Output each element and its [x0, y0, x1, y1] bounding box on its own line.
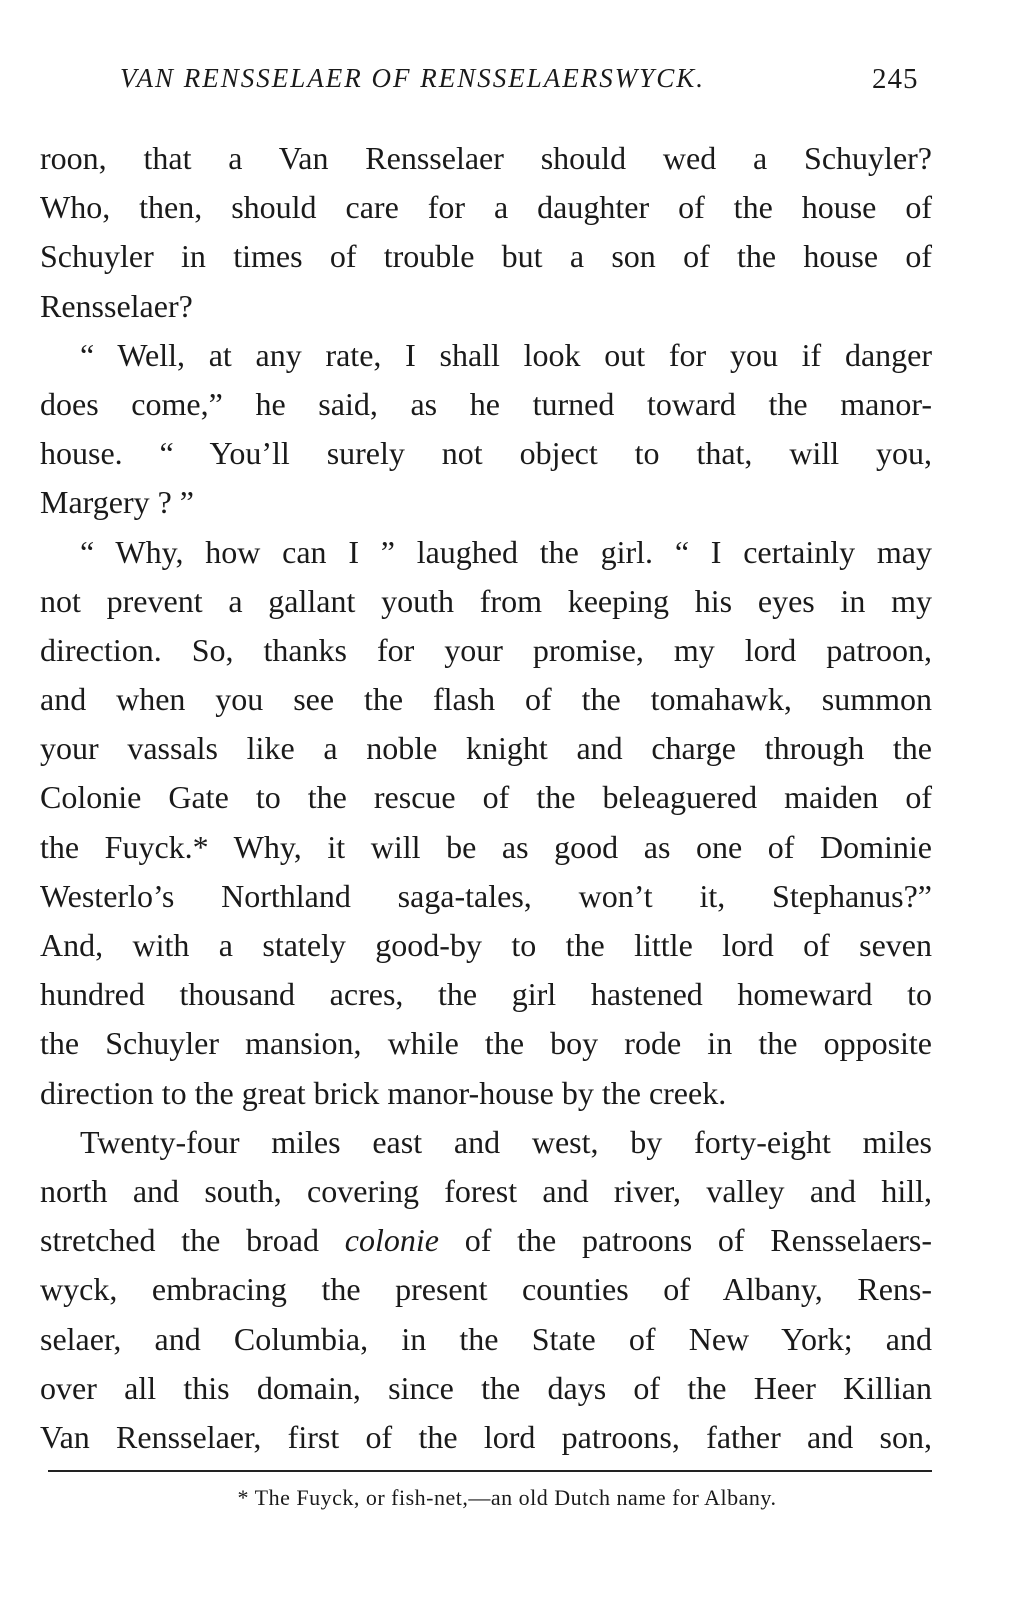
text-line: Rensselaer?: [40, 287, 193, 324]
text-line: your vassals like a noble knight and charge through the: [40, 730, 932, 767]
text-line: Twenty-four miles east and west, by forty-eight miles: [80, 1123, 932, 1160]
text-line: roon, that a Van Rensselaer should wed a Schuyler?: [40, 140, 932, 176]
running-title: VAN RENSSELAER OF RENSSELAERSWYCK.: [120, 63, 705, 93]
text-line: the Schuyler mansion, while the boy rode in the opposite: [40, 1025, 932, 1062]
text-line: Schuyler in times of trouble but a son of the house of: [40, 238, 932, 275]
text-line: hundred thousand acres, the girl hastened homeward to: [40, 976, 932, 1013]
page-number: 245: [872, 63, 919, 95]
body-text: [40, 134, 932, 1462]
text-line: north and south, covering forest and river, valley and hill,: [40, 1172, 932, 1209]
text-line: “ Well, at any rate, I shall look out for you if danger: [80, 336, 932, 373]
text-line: over all this domain, since the days of the Heer Killian: [40, 1369, 932, 1406]
text-line: the Fuyck.* Why, it will be as good as one of Dominie: [40, 828, 932, 865]
text-fragment: stretched the broad: [40, 1222, 319, 1259]
text-line: selaer, and Columbia, in the State of New York; and: [40, 1320, 932, 1357]
text-line: “ Why, how can I ” laughed the girl. “ I certainly may: [80, 533, 932, 570]
text-line: Colonie Gate to the rescue of the beleaguered maiden of: [40, 779, 932, 816]
text-line: house. “ You’ll surely not object to that, will you,: [40, 435, 932, 472]
text-line: Margery ? ”: [40, 484, 194, 521]
footnote-rule: [48, 1470, 932, 1472]
text-line: And, with a stately good-by to the little lord of seven: [40, 927, 932, 963]
italic-word: colonie: [344, 1222, 439, 1259]
text-fragment: of the patroons of Rensselaers-: [464, 1222, 933, 1259]
text-line: direction to the great brick manor-house by the creek.: [40, 1074, 727, 1111]
text-line: and when you see the flash of the tomahawk, summon: [40, 681, 932, 718]
text-line: Van Rensselaer, first of the lord patroons, father and son,: [40, 1418, 932, 1455]
footnote: * The Fuyck, or fish-net,—an old Dutch name for Albany.: [237, 1485, 777, 1510]
text-line: Westerlo’s Northland saga-tales, won’t it, Stephanus?”: [40, 877, 932, 914]
text-line: does come,” he said, as he turned toward the manor-: [40, 385, 932, 422]
text-line-with-italic: [40, 1216, 932, 1265]
text-line: direction. So, thanks for your promise, my lord patroon,: [40, 631, 932, 668]
text-line: Who, then, should care for a daughter of the house of: [40, 189, 932, 226]
text-line: not prevent a gallant youth from keeping his eyes in my: [40, 582, 932, 619]
text-line: wyck, embracing the present counties of Albany, Rens-: [40, 1271, 932, 1308]
